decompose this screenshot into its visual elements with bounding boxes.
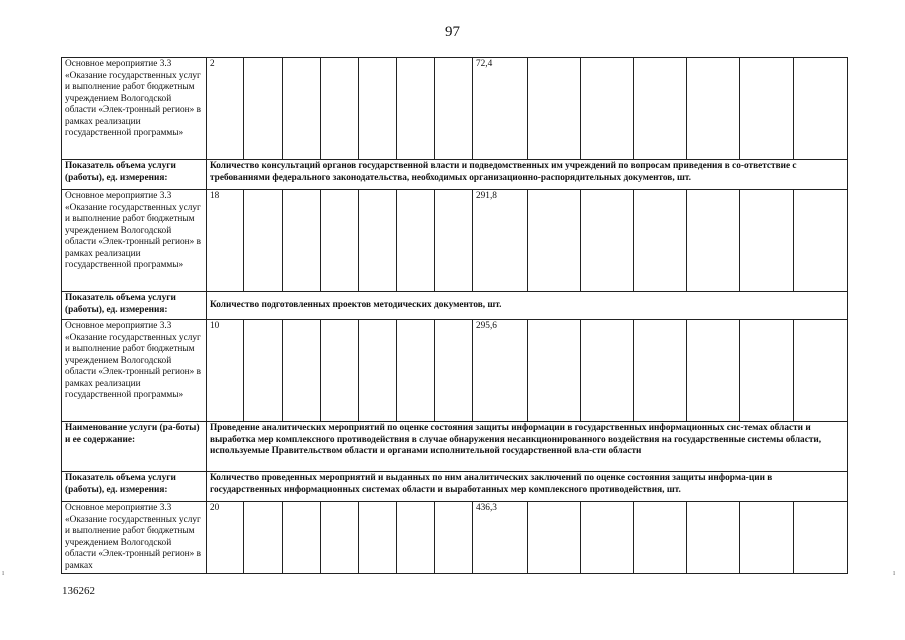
activity-name-cell: Основное мероприятие 3.3 «Оказание государственных услуг и выполнение работ бюджетным учреждением Вологодской области «Элек-тронный регион» в рамках (62, 502, 207, 574)
cost-cell: 291,8 (473, 190, 528, 292)
activity-row (62, 502, 848, 574)
empty-cell (244, 320, 283, 422)
empty-cell (359, 58, 397, 160)
indicator-description: Количество подготовленных проектов методических документов, шт. (207, 292, 848, 320)
empty-cell (321, 190, 359, 292)
empty-cell (794, 190, 848, 292)
quantity-cell: 2 (207, 58, 244, 160)
empty-cell (244, 190, 283, 292)
indicator-label: Показатель объема услуги (работы), ед. измерения: (62, 292, 207, 320)
empty-cell (397, 58, 435, 160)
empty-cell (283, 58, 321, 160)
empty-cell (740, 190, 794, 292)
empty-cell (435, 502, 473, 574)
empty-cell (359, 320, 397, 422)
indicator-description: Количество консультаций органов государственной власти и подведомственных им учреждений по вопросам приведения в со-ответствие с требованиями федерального законодательства, необходимых организационно-распорядительных документов, шт. (207, 160, 848, 190)
data-table (61, 57, 848, 574)
empty-cell (397, 190, 435, 292)
empty-cell (581, 502, 634, 574)
activity-row (62, 190, 848, 292)
empty-cell (359, 502, 397, 574)
empty-cell (634, 58, 687, 160)
indicator-row (62, 472, 848, 502)
service-description: Проведение аналитических мероприятий по оценке состояния защиты информации в государственных информационных сис-темах области и выработка мер комплексного противодействия в случае обнаружения несанкционированного воздействия на государственные системы области, используемые Правительством области и органами исполнительной государственной вла-сти области (207, 422, 848, 472)
empty-cell (794, 58, 848, 160)
empty-cell (244, 58, 283, 160)
empty-cell (321, 502, 359, 574)
empty-cell (397, 502, 435, 574)
empty-cell (687, 58, 740, 160)
empty-cell (687, 320, 740, 422)
empty-cell (528, 58, 581, 160)
empty-cell (397, 320, 435, 422)
activity-name-cell: Основное мероприятие 3.3 «Оказание государственных услуг и выполнение работ бюджетным учреждением Вологодской области «Элек-тронный регион» в рамках реализации государственной программы» (62, 190, 207, 292)
page-number: 97 (445, 24, 460, 40)
empty-cell (435, 58, 473, 160)
quantity-cell: 10 (207, 320, 244, 422)
empty-cell (740, 320, 794, 422)
cost-cell: 72,4 (473, 58, 528, 160)
table-body (62, 58, 848, 574)
empty-cell (740, 502, 794, 574)
empty-cell (435, 190, 473, 292)
empty-cell (634, 502, 687, 574)
empty-cell (581, 320, 634, 422)
scan-mark-left: ı (2, 568, 5, 577)
indicator-row (62, 292, 848, 320)
activity-name-cell: Основное мероприятие 3.3 «Оказание государственных услуг и выполнение работ бюджетным учреждением Вологодской области «Элек-тронный регион» в рамках реализации государственной программы» (62, 320, 207, 422)
cost-cell: 295,6 (473, 320, 528, 422)
empty-cell (244, 502, 283, 574)
empty-cell (634, 190, 687, 292)
activity-row (62, 320, 848, 422)
document-code: 136262 (62, 585, 95, 597)
empty-cell (321, 320, 359, 422)
indicator-description: Количество проведенных мероприятий и выданных по ним аналитических заключений по оценке состояния защиты информа-ции в государственных информационных системах области и выработанных мер комплексного противодействия, шт. (207, 472, 848, 502)
empty-cell (740, 58, 794, 160)
empty-cell (581, 190, 634, 292)
empty-cell (359, 190, 397, 292)
empty-cell (321, 58, 359, 160)
empty-cell (435, 320, 473, 422)
empty-cell (283, 502, 321, 574)
quantity-cell: 18 (207, 190, 244, 292)
indicator-row (62, 160, 848, 190)
cost-cell: 436,3 (473, 502, 528, 574)
empty-cell (794, 502, 848, 574)
empty-cell (687, 190, 740, 292)
activity-name-cell: Основное мероприятие 3.3 «Оказание государственных услуг и выполнение работ бюджетным учреждением Вологодской области «Элек-тронный регион» в рамках реализации государственной программы» (62, 58, 207, 160)
scan-mark-right: ı (893, 568, 896, 577)
service-row (62, 422, 848, 472)
empty-cell (687, 502, 740, 574)
indicator-label: Показатель объема услуги (работы), ед. измерения: (62, 160, 207, 190)
service-label: Наименование услуги (ра-боты) и ее содержание: (62, 422, 207, 472)
empty-cell (634, 320, 687, 422)
empty-cell (581, 58, 634, 160)
quantity-cell: 20 (207, 502, 244, 574)
indicator-label: Показатель объема услуги (работы), ед. измерения: (62, 472, 207, 502)
empty-cell (528, 190, 581, 292)
empty-cell (528, 320, 581, 422)
empty-cell (283, 190, 321, 292)
empty-cell (283, 320, 321, 422)
activity-row (62, 58, 848, 160)
empty-cell (528, 502, 581, 574)
empty-cell (794, 320, 848, 422)
